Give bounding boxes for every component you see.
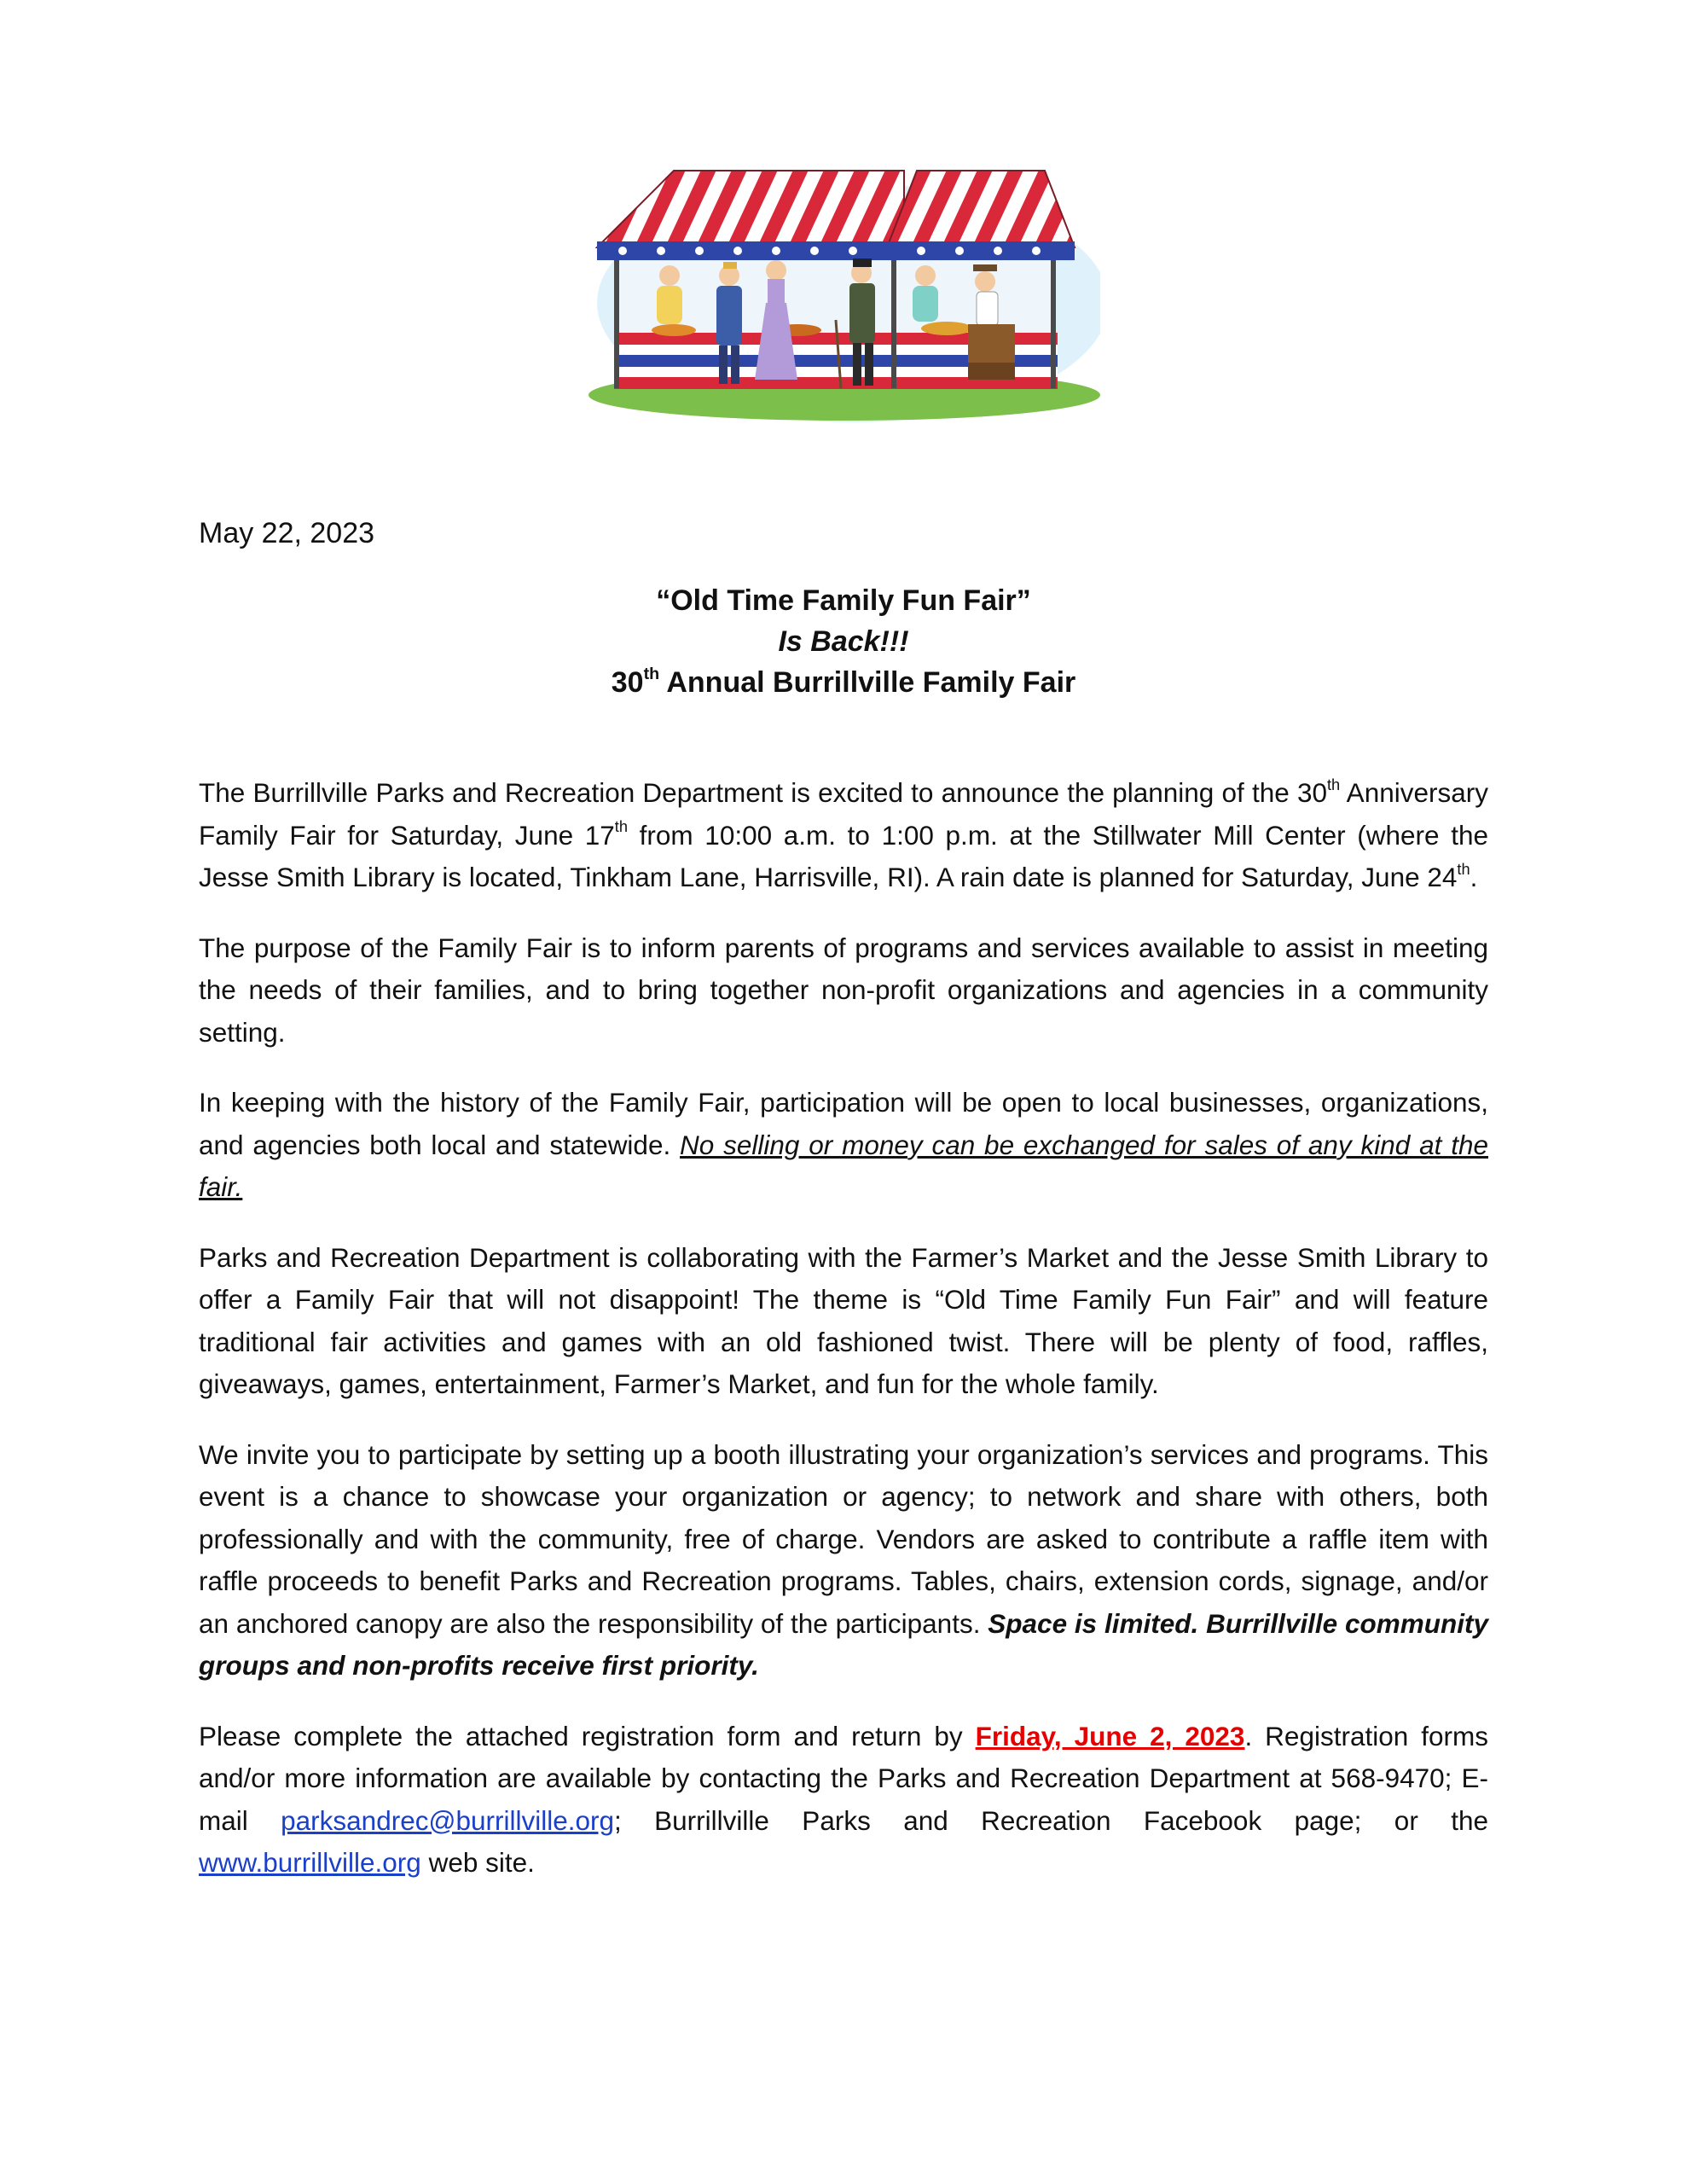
p3-text: In keeping with the history of the Family Fair, participation will be open to local businesses, organizations, and agencies both local and statewide. (199, 1087, 1488, 1160)
p1-text-c: from 10:00 a.m. to 1:00 p.m. at the Stillwater Mill Center (where the Jesse Smith Library is located, Tinkham Lane, Harrisville, RI). A rain date is planned for Saturday, June 24 (199, 819, 1488, 892)
heading-anniversary-text: Annual Burrillville Family Fair (659, 666, 1076, 699)
email-link[interactable]: parksandrec@burrillville.org (281, 1804, 615, 1836)
letter-date: May 22, 2023 (199, 517, 375, 549)
p1-text-b: Anniversary Family Fair for Saturday, June 17 (199, 777, 1488, 851)
fair-booth-illustration (580, 166, 1100, 422)
p6-text-a: Please complete the attached registration form and return by (199, 1720, 976, 1751)
paragraph-invitation (199, 1434, 1488, 1687)
document-heading (199, 580, 1488, 703)
heading-ordinal-suffix: th (643, 664, 660, 683)
letter-body (199, 772, 1488, 1913)
paragraph-announcement (199, 772, 1488, 899)
priority-notice: Space is limited. Burrillville community groups and non-profits receive first priority. (199, 1607, 1488, 1681)
p1-sup2: th (614, 817, 629, 836)
no-selling-notice: No selling or money can be exchanged for sales of any kind at the fair. (199, 1129, 1488, 1202)
p1-sup1: th (1326, 775, 1341, 793)
p6-text-b: . Registration forms and/or more information are available by contacting the Parks and Recreation Department at 568-9470; E-mail (199, 1720, 1489, 1836)
paragraph-registration (199, 1716, 1488, 1885)
p1-sup3: th (1457, 859, 1470, 878)
website-link[interactable]: www.burrillville.org (199, 1847, 421, 1878)
p6-text-d: web site. (420, 1847, 535, 1878)
p5-text: We invite you to participate by setting up a booth illustrating your organization’s services and programs. This event is a chance to showcase your organization or agency; to network and share with others, both professionally and with the community, free of charge. Vendors are asked to contribute a raffle item with raffle proceeds to benefit Parks and Recreation programs. Tables, chairs, extension cords, signage, and/or an anchored canopy are also the responsibility of the participants. (199, 1438, 1488, 1639)
heading-anniversary (199, 662, 1488, 703)
p6-text-c: ; Burrillville Parks and Recreation Facebook page; or the (614, 1804, 1488, 1836)
heading-title: “Old Time Family Fun Fair” (656, 584, 1031, 617)
p1-text-d: . (1470, 862, 1478, 892)
heading-subtitle: Is Back!!! (778, 625, 909, 658)
paragraph-participation (199, 1082, 1488, 1209)
p1-text-a: The Burrillville Parks and Recreation Department is excited to announce the planning of the 30 (199, 777, 1327, 808)
heading-ordinal: 30 (611, 666, 644, 699)
paragraph-collaboration: Parks and Recreation Department is collaborating with the Farmer’s Market and the Jesse Smith Library to offer a Family Fair that will not disappoint! The theme is “Old Time Family Fun Fair” and will feature traditional fair activities and games with an old fashioned twist. There will be plenty of food, raffles, giveaways, games, entertainment, Farmer’s Market, and fun for the whole family. (199, 1241, 1488, 1399)
paragraph-purpose: The purpose of the Family Fair is to inform parents of programs and services available to assist in meeting the needs of their families, and to bring together non-profit organizations and agencies in a community setting. (199, 932, 1488, 1048)
registration-deadline: Friday, June 2, 2023 (975, 1720, 1245, 1751)
